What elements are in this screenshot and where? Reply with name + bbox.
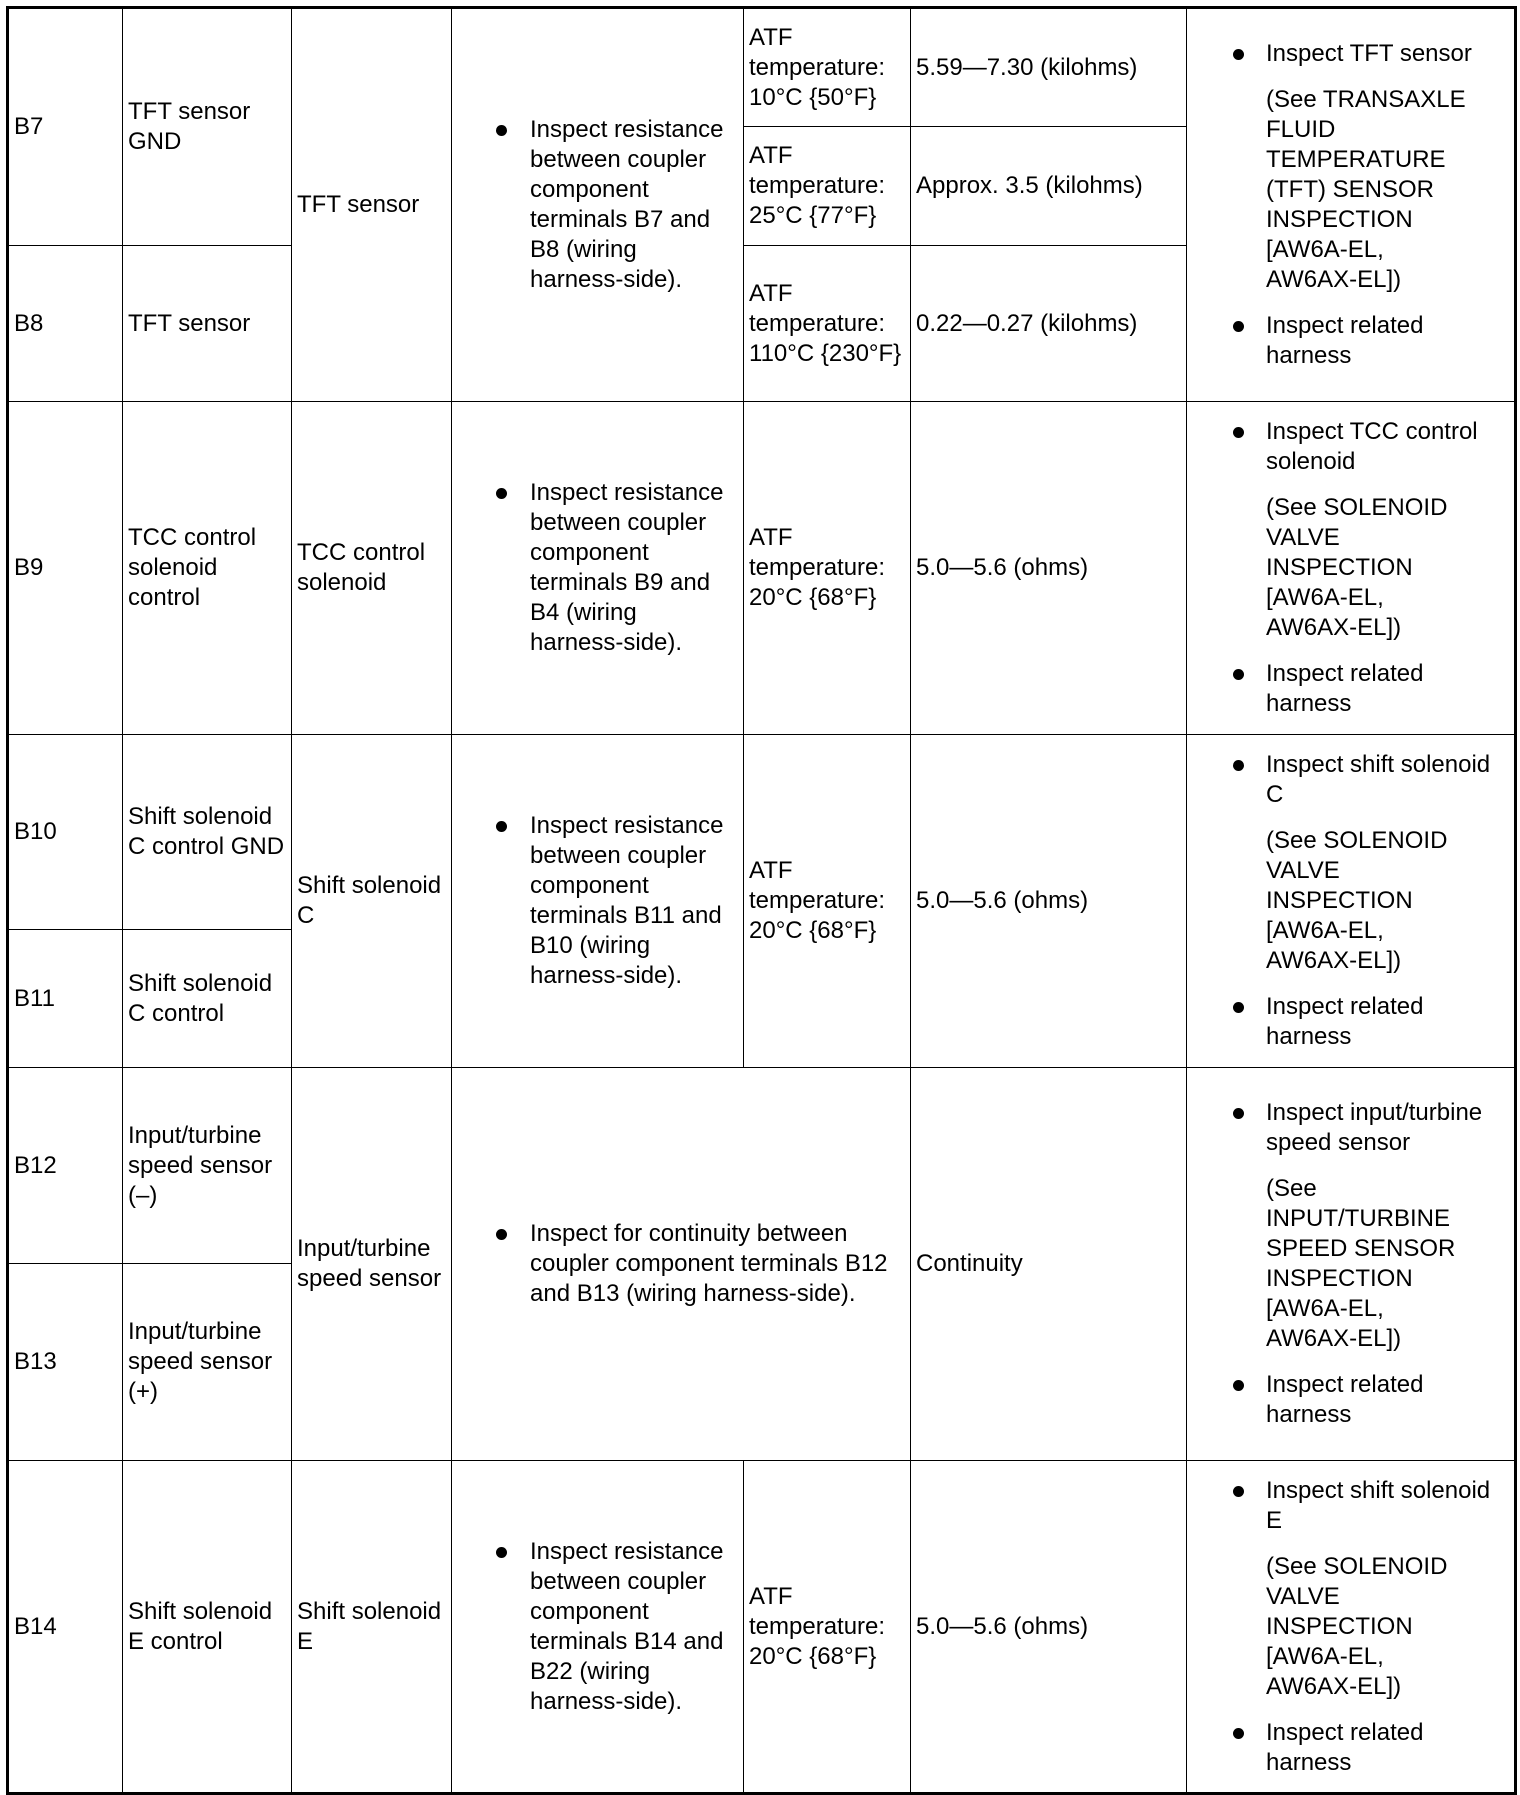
see-line: INSPECTION: [1266, 206, 1413, 233]
see-reference: [1233, 493, 1502, 643]
connected-to-cell: Shift solenoid C control GND: [123, 735, 292, 930]
action-text: Inspect related harness: [1266, 312, 1424, 369]
see-reference: [1233, 85, 1502, 295]
see-reference: [1233, 1552, 1502, 1702]
spec-cell: Continuity: [911, 1068, 1187, 1461]
see-line: (TFT) SENSOR: [1266, 176, 1434, 203]
bullet-icon: [1233, 427, 1244, 438]
inspection-text: Inspect resistance between coupler component terminals B7 and B8 (wiring harness-side).: [530, 116, 724, 293]
connected-to-cell: TFT sensor: [123, 246, 292, 402]
condition-cell: ATF temperature: 10°C {50°F}: [744, 8, 911, 127]
spec-cell: 0.22—0.27 (kilohms): [911, 246, 1187, 402]
inspection-cell: [452, 1068, 911, 1461]
inspection-cell: [452, 402, 744, 735]
action-text: Inspect input/turbine speed sensor: [1266, 1099, 1483, 1156]
component-cell: TFT sensor: [292, 8, 452, 402]
action-cell: [1187, 735, 1516, 1068]
action-cell: [1187, 1068, 1516, 1461]
connected-to-cell: TCC control solenoid control: [123, 402, 292, 735]
bullet-icon: [1233, 1380, 1244, 1391]
bullet-icon: [496, 1229, 507, 1240]
see-line: AW6AX-EL]): [1266, 1325, 1402, 1352]
see-line: INSPECTION: [1266, 1265, 1413, 1292]
see-line: VALVE: [1266, 857, 1340, 884]
spec-cell: 5.0—5.6 (ohms): [911, 735, 1187, 1068]
see-line: (See SOLENOID: [1266, 494, 1448, 521]
bullet-icon: [1233, 669, 1244, 680]
inspection-cell: [452, 1461, 744, 1794]
see-line: AW6AX-EL]): [1266, 266, 1402, 293]
connected-to-cell: Input/turbine speed sensor (+): [123, 1264, 292, 1461]
inspection-text: Inspect for continuity between coupler component terminals B12 and B13 (wiring harness-side).: [530, 1220, 888, 1307]
see-line: (See TRANSAXLE: [1266, 86, 1466, 113]
bullet-icon: [496, 125, 507, 136]
spec-cell: 5.59—7.30 (kilohms): [911, 8, 1187, 127]
bullet-icon: [1233, 760, 1244, 771]
connected-to-cell: Shift solenoid C control: [123, 930, 292, 1068]
bullet-icon: [1233, 1002, 1244, 1013]
action-text: Inspect related harness: [1266, 993, 1424, 1050]
see-line: INSPECTION: [1266, 1612, 1413, 1640]
action-text: Inspect related harness: [1266, 660, 1424, 717]
spec-cell: 5.0—5.6 (ohms): [911, 402, 1187, 735]
action-cell: [1187, 8, 1516, 402]
spec-cell: 5.0—5.6 (ohms): [911, 1461, 1187, 1794]
bullet-icon: [496, 488, 507, 499]
see-line: TEMPERATURE: [1266, 146, 1446, 173]
see-line: AW6AX-EL]): [1266, 1672, 1402, 1700]
action-text: Inspect TCC control solenoid: [1266, 418, 1478, 475]
condition-cell: ATF temperature: 20°C {68°F}: [744, 735, 911, 1068]
see-line: INPUT/TURBINE: [1266, 1205, 1451, 1232]
component-cell: Shift solenoid E: [292, 1461, 452, 1794]
see-line: VALVE: [1266, 1582, 1340, 1610]
see-line: SPEED SENSOR: [1266, 1235, 1456, 1262]
table-row: [8, 402, 1516, 735]
connected-to-cell: TFT sensor GND: [123, 8, 292, 246]
component-cell: Input/turbine speed sensor: [292, 1068, 452, 1461]
action-cell: [1187, 1461, 1516, 1794]
inspection-cell: [452, 735, 744, 1068]
connected-to-cell: Input/turbine speed sensor (–): [123, 1068, 292, 1264]
table-row: [8, 8, 1516, 127]
see-line: [AW6A-EL,: [1266, 236, 1384, 263]
bullet-icon: [1233, 1486, 1244, 1497]
action-text: Inspect shift solenoid C: [1266, 751, 1491, 808]
condition-cell: ATF temperature: 25°C {77°F}: [744, 127, 911, 246]
see-line: AW6AX-EL]): [1266, 614, 1402, 641]
action-text: Inspect related harness: [1266, 1718, 1424, 1776]
condition-cell: ATF temperature: 20°C {68°F}: [744, 1461, 911, 1794]
see-reference: [1233, 1174, 1502, 1354]
see-line: [AW6A-EL,: [1266, 1642, 1384, 1670]
terminal-cell: B10: [8, 735, 123, 930]
terminal-cell: B13: [8, 1264, 123, 1461]
action-text: Inspect TFT sensor: [1266, 40, 1472, 67]
spec-cell: Approx. 3.5 (kilohms): [911, 127, 1187, 246]
condition-cell: ATF temperature: 110°C {230°F}: [744, 246, 911, 402]
inspection-text: Inspect resistance between coupler component terminals B14 and B22 (wiring harness-side).: [530, 1537, 724, 1715]
component-cell: TCC control solenoid: [292, 402, 452, 735]
see-line: [AW6A-EL,: [1266, 1295, 1384, 1322]
see-line: [AW6A-EL,: [1266, 917, 1384, 944]
see-line: VALVE: [1266, 524, 1340, 551]
terminal-cell: B9: [8, 402, 123, 735]
terminal-cell: B7: [8, 8, 123, 246]
bullet-icon: [496, 1547, 507, 1558]
bullet-icon: [496, 821, 507, 832]
condition-cell: ATF temperature: 20°C {68°F}: [744, 402, 911, 735]
component-cell: Shift solenoid C: [292, 735, 452, 1068]
see-line: (See SOLENOID: [1266, 1552, 1448, 1580]
terminal-cell: B14: [8, 1461, 123, 1794]
see-line: [AW6A-EL,: [1266, 584, 1384, 611]
inspection-cell: [452, 8, 744, 402]
action-cell: [1187, 402, 1516, 735]
see-line: FLUID: [1266, 116, 1336, 143]
table-row: [8, 1068, 1516, 1264]
connected-to-cell: Shift solenoid E control: [123, 1461, 292, 1794]
see-line: (See SOLENOID: [1266, 827, 1448, 854]
terminal-cell: B11: [8, 930, 123, 1068]
bullet-icon: [1233, 321, 1244, 332]
see-line: (See: [1266, 1175, 1317, 1202]
table-row: [8, 735, 1516, 930]
action-text: Inspect shift solenoid E: [1266, 1476, 1491, 1534]
see-line: INSPECTION: [1266, 887, 1413, 914]
inspection-text: Inspect resistance between coupler component terminals B9 and B4 (wiring harness-side).: [530, 479, 724, 656]
action-text: Inspect related harness: [1266, 1371, 1424, 1428]
bullet-icon: [1233, 49, 1244, 60]
table-row: [8, 1461, 1516, 1794]
terminal-cell: B8: [8, 246, 123, 402]
see-reference: [1233, 826, 1502, 976]
terminal-cell: B12: [8, 1068, 123, 1264]
bullet-icon: [1233, 1108, 1244, 1119]
see-line: INSPECTION: [1266, 554, 1413, 581]
terminal-inspection-table: [6, 6, 1517, 1795]
bullet-icon: [1233, 1728, 1244, 1739]
inspection-text: Inspect resistance between coupler component terminals B11 and B10 (wiring harness-side).: [530, 812, 724, 989]
see-line: AW6AX-EL]): [1266, 947, 1402, 974]
